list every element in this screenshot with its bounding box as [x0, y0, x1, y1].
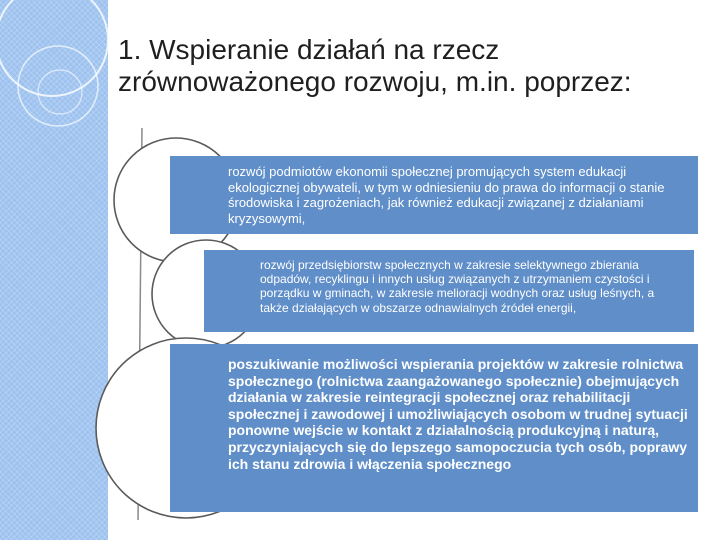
list-item: [170, 344, 698, 512]
list-item-text: poszukiwanie możliwości wspierania projektów w zakresie rolnictwa społecznego (rolnictwa zaangażowanego społecznie) obejmujących działania w zakresie reintegracji społecznej oraz rehabilitacji społecznej i zawodowej i umożliwiających osobom w trudnej sytuacji ponowne wejście w kontakt z działalnością produkcyjną i naturą, przyczyniających się do lepszego samopoczucia tych osób, poprawy ich stanu zdrowia i włączenia społecznego: [228, 356, 688, 472]
slide-title: 1. Wspieranie działań na rzecz zrównoważonego rozwoju, m.in. poprzez:: [118, 34, 632, 97]
list-item: [204, 250, 694, 332]
list-item: [170, 156, 698, 234]
list-item-text: rozwój podmiotów ekonomii społecznej promujących system edukacji ekologicznej obywateli, w tym w odniesieniu do prawa do informacji o stanie środowiska i zagrożeniach, jak również edukacji związanej z działaniami kryzysowymi,: [228, 164, 665, 226]
list-item-text: rozwój przedsiębiorstw społecznych w zakresie selektywnego zbierania odpadów, recyklingu i innych usług związanych z utrzymaniem czystości i porządku w gminach, w zakresie melioracji wodnych oraz usług leśnych, a także działających w obszarze odnawialnych źródeł energii,: [260, 258, 655, 315]
